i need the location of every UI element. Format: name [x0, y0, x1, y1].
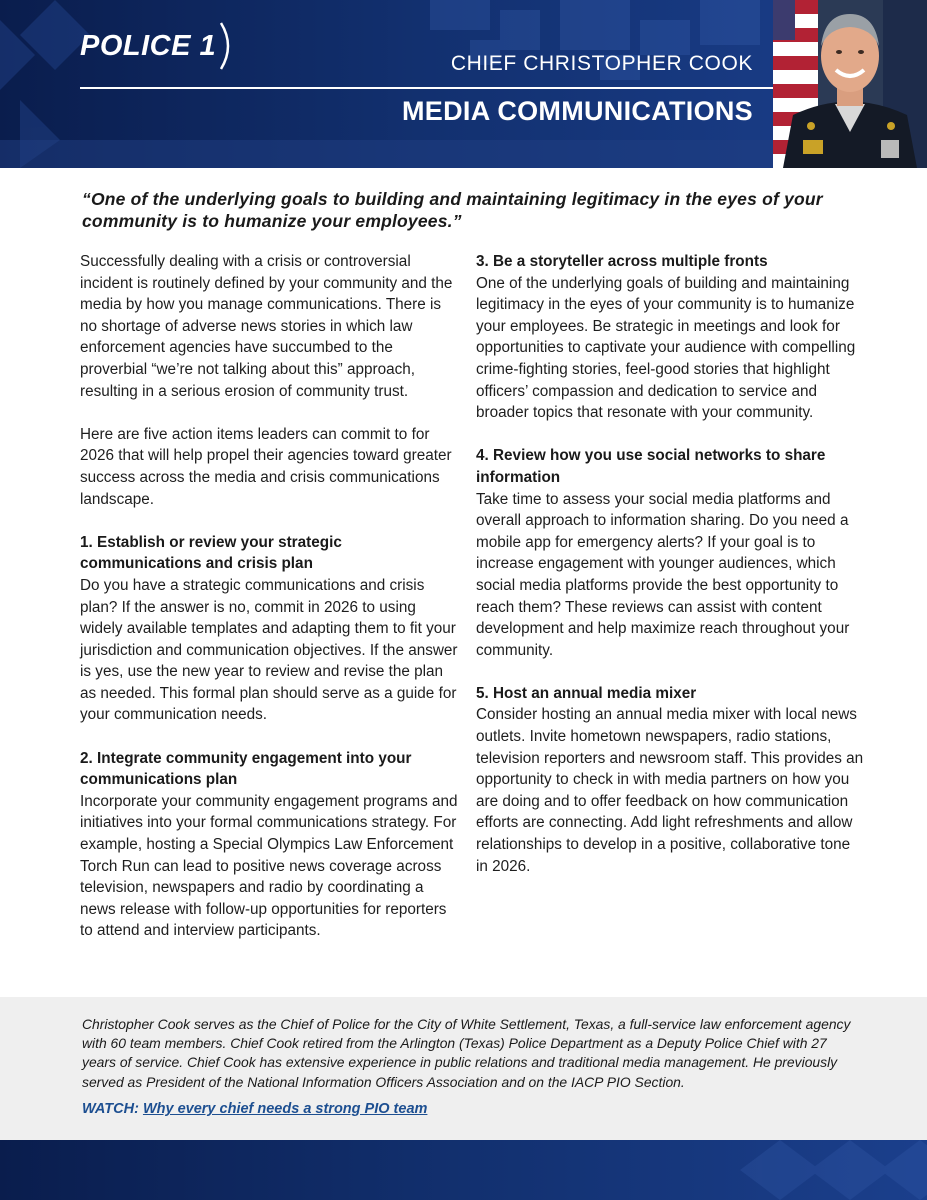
- watch-line: [82, 1101, 427, 1117]
- action-item-5-heading: 5. Host an annual media mixer: [476, 684, 697, 702]
- action-item-3-body: One of the underlying goals of building and maintaining legitimacy in the eyes of your community is to humanize your employees. Be strategic in meetings and look for opportunities to captivate your audience with compelling crime-fighting stories, feel-good stories that highlight officers’ compassion and dedication to service and broader topics that resonate with your community.: [476, 274, 856, 422]
- logo-text: POLICE 1: [80, 29, 217, 62]
- left-column: [80, 251, 460, 964]
- action-item-4-heading: 4. Review how you use social networks to share information: [476, 447, 826, 486]
- action-item-1: [80, 532, 460, 726]
- action-item-1-heading: 1. Establish or review your strategic communications and crisis plan: [80, 533, 342, 573]
- action-item-5-body: Consider hosting an annual media mixer with local news outlets. Invite hometown newspapers, radio stations, television reporters and newsroom staff. This provides an opportunity to check in with media partners on how you are doing and to offer feedback on how communication efforts are connecting. Add light refreshments and allow relationships to develop in a positive, collaborative tone in 2026.: [476, 706, 864, 875]
- intro-paragraph-2: Here are five action items leaders can commit to for 2026 that will help propel their agencies toward greater success across the media and crisis communications landscape.: [80, 425, 452, 508]
- intro-paragraph-1: Successfully dealing with a crisis or controversial incident is routinely defined by your community and the media by how you manage communications. There is no shortage of adverse news stories in which law enforcement agencies have succumbed to the proverbial “we’re not talking about this” approach, resulting in a serious erosion of community trust.: [80, 253, 453, 400]
- action-item-2-heading: 2. Integrate community engagement into your communications plan: [80, 749, 412, 789]
- header-divider: [80, 87, 773, 89]
- action-item-5: [476, 683, 866, 877]
- logo-chevron-icon: [218, 21, 238, 71]
- right-column: [476, 251, 866, 899]
- header-banner: [0, 0, 927, 168]
- action-item-1-body: Do you have a strategic communications and crisis plan? If the answer is no, commit in 2026 to using widely available templates and adapting them to fit your jurisdiction and communication objectives. If the answer is yes, use the new year to review and revise the plan as needed. This formal plan should serve as a guide for your communication needs.: [80, 576, 458, 724]
- action-item-2: [80, 748, 460, 942]
- action-item-2-body: Incorporate your community engagement programs and initiatives into your formal communications strategy. For example, hosting a Special Olympics Law Enforcement Torch Run can lead to positive news coverage across television, newspapers and radio by coordinating a news release with follow-up opportunities for reporters to attend and interview participants.: [80, 792, 458, 940]
- watch-label: WATCH:: [82, 1101, 139, 1117]
- page-title: MEDIA COMMUNICATIONS: [402, 96, 753, 126]
- pull-quote: “One of the underlying goals to building and maintaining legitimacy in the eyes of your community is to humanize your employees.”: [82, 189, 823, 231]
- author-bio-panel: [0, 997, 927, 1140]
- action-item-3-heading: 3. Be a storyteller across multiple fronts: [476, 253, 768, 270]
- action-item-3: [476, 251, 866, 424]
- watch-video-link[interactable]: Why every chief needs a strong PIO team: [142, 1101, 428, 1117]
- action-item-4: [476, 445, 866, 661]
- police1-logo: [80, 22, 238, 70]
- chief-name: CHIEF CHRISTOPHER COOK: [450, 52, 753, 75]
- action-item-4-body: Take time to assess your social media platforms and overall approach to information sharing. Do you need a mobile app for emergency alerts? If your goal is to increase engagement with younger audiences, which social media platforms provide the best opportunity to reach them? These reviews can assist with content development and help maximize reach throughout your community.: [476, 490, 850, 659]
- chief-portrait-icon: [773, 0, 927, 168]
- footer-band: [0, 1140, 927, 1200]
- footer-pattern: [0, 1140, 927, 1200]
- author-bio-text: Christopher Cook serves as the Chief of Police for the City of White Settlement, Texas, a full-service law enforcement agency with 60 team members. Chief Cook retired from the Arlington (Texas) Police Department as a Deputy Police Chief with 27 years of service. Chief Cook has extensive experience in public relations and traditional media management. He previously served as President of the National Information Officers Association and on the IACP PIO Section.: [82, 1016, 851, 1090]
